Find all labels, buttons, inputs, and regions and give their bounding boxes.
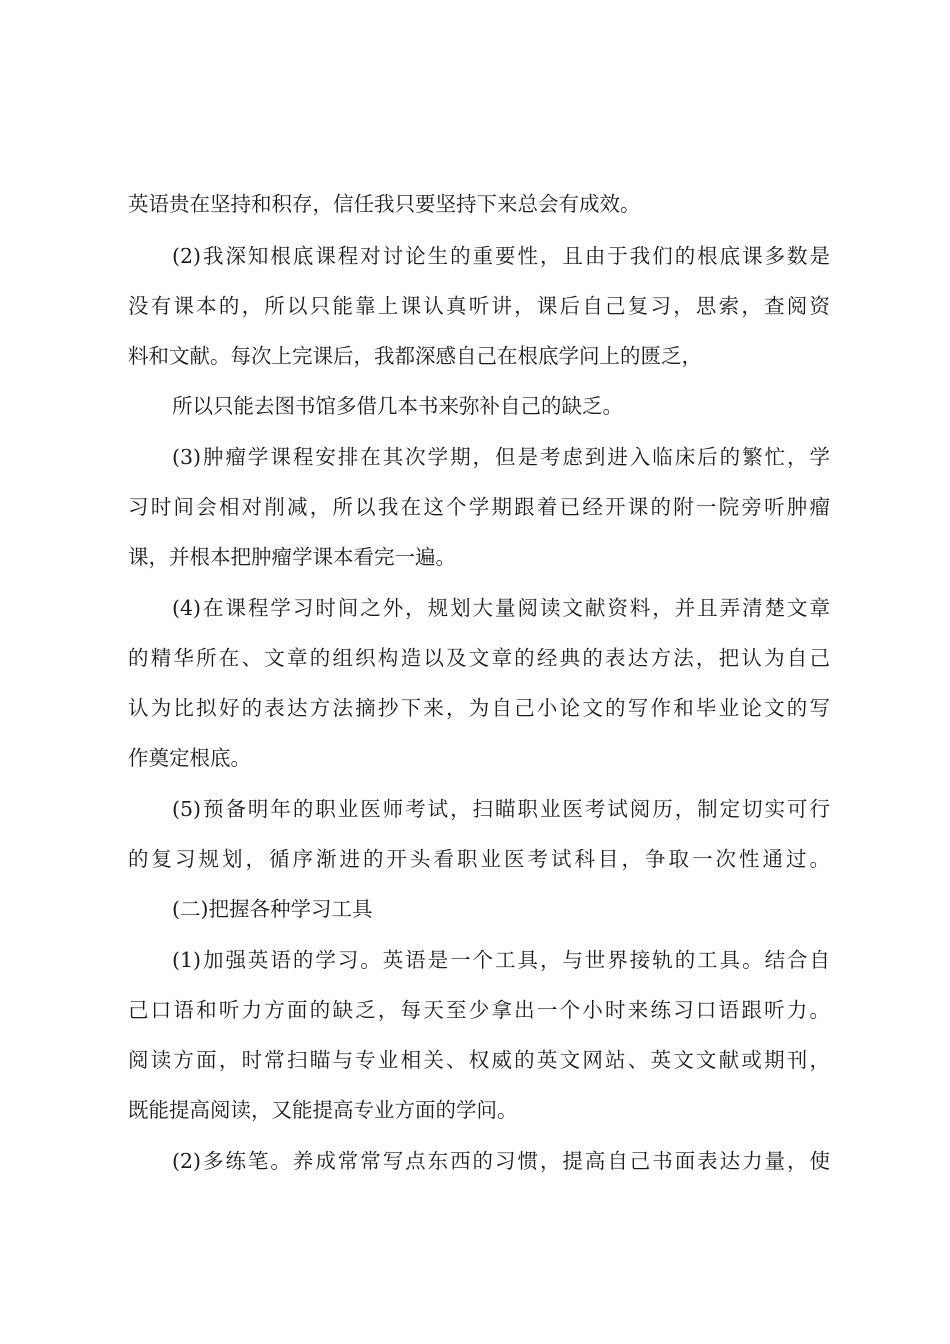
text-line: 英语贵在坚持和积存，信任我只要坚持下来总会有成效。 [128,192,641,216]
section-heading: (二)把握各种学习工具 [172,897,373,921]
text-line: 料和文献。每次上完课后，我都深感自己在根底学问上的匮乏， [128,344,702,368]
text-line: 没有课本的，所以只能靠上课认真听讲，课后自己复习，思索，查阅资 [128,294,830,318]
text-line: 所以只能去图书馆多借几本书来弥补自己的缺乏。 [172,394,623,418]
text-line: 习时间会相对削减，所以我在这个学期跟着已经开课的附一院旁听肿瘤 [128,495,830,519]
text-line: (1)加强英语的学习。英语是一个工具，与世界接轨的工具。结合自 [172,948,830,972]
text-line: 己口语和听力方面的缺乏，每天至少拿出一个小时来练习口语跟听力。 [128,998,830,1022]
text-line: 作奠定根底。 [128,746,251,770]
text-line: (2)多练笔。养成常常写点东西的习惯，提高自己书面表达力量，使 [172,1149,830,1173]
text-line: 的复习规划，循序渐进的开头看职业医考试科目，争取一次性通过。 [128,847,830,871]
text-line: (2)我深知根底课程对讨论生的重要性，且由于我们的根底课多数是 [172,244,830,268]
text-line: 认为比拟好的表达方法摘抄下来，为自己小论文的写作和毕业论文的写 [128,696,830,720]
text-line: 既能提高阅读，又能提高专业方面的学问。 [128,1098,518,1122]
text-line: 课，并根本把肿瘤学课本看完一遍。 [128,545,456,569]
text-line: 阅读方面，时常扫瞄与专业相关、权威的英文网站、英文文献或期刊， [128,1048,830,1072]
text-line: (4)在课程学习时间之外，规划大量阅读文献资料，并且弄清楚文章 [172,596,830,620]
text-line: (5)预备明年的职业医师考试，扫瞄职业医考试阅历，制定切实可行 [172,797,830,821]
text-line: (3)肿瘤学课程安排在其次学期，但是考虑到进入临床后的繁忙，学 [172,445,830,469]
text-line: 的精华所在、文章的组织构造以及文章的经典的表达方法，把认为自己 [128,646,830,670]
